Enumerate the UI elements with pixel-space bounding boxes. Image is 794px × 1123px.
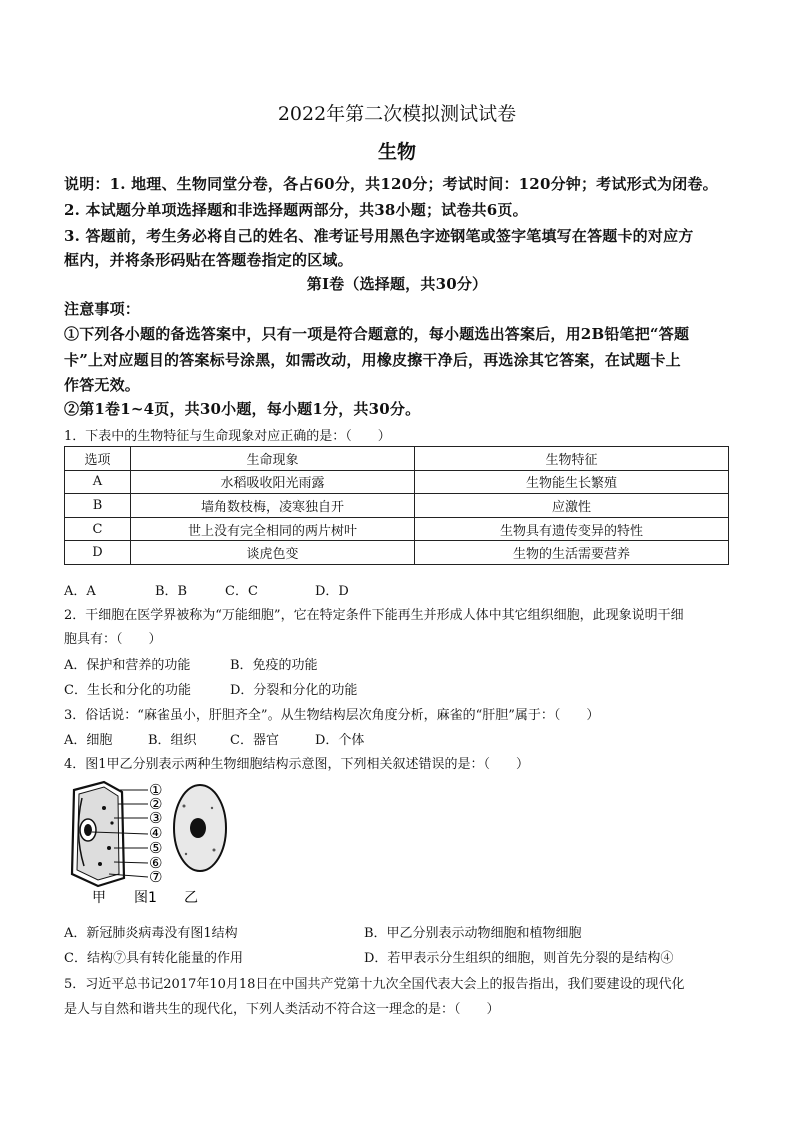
table-header-cell: 生命现象 <box>131 447 415 471</box>
table-cell: 应激性 <box>415 494 729 518</box>
table-cell: C <box>65 517 131 541</box>
q3-option-c: C．器官 <box>230 733 279 748</box>
marker-1: ① <box>149 781 163 799</box>
instruction-line-1: 说明：1. 地理、生物同堂分卷，各占60分，共120分；考试时间：120分钟；考试形式为闭卷。 <box>64 175 718 193</box>
q3-option-d: D．个体 <box>315 733 365 748</box>
notes-heading: 注意事项： <box>64 300 141 318</box>
cell-jia <box>72 782 124 886</box>
table-row <box>65 494 729 518</box>
table-row <box>65 517 729 541</box>
marker-6: ⑥ <box>149 854 163 872</box>
q1-option-a: A．A <box>64 584 96 599</box>
instruction-line-2: 2. 本试题分单项选择题和非选择题两部分，共38小题；试卷共6页。 <box>64 201 528 219</box>
table-cell: 生物具有遗传变异的特性 <box>415 517 729 541</box>
table-cell: 生物的生活需要营养 <box>415 541 729 565</box>
instruction-line-4: 框内，并将条形码贴在答题卷指定的区域。 <box>64 251 353 269</box>
q1-stem: 1．下表中的生物特征与生命现象对应正确的是：（ ） <box>64 429 391 444</box>
q2-option-a: A．保护和营养的功能 <box>64 658 191 673</box>
notes-line-3: 作答无效。 <box>64 376 141 394</box>
subject-title: 生物 <box>377 141 416 163</box>
marker-2: ② <box>149 795 163 813</box>
marker-7: ⑦ <box>149 868 163 886</box>
q2-stem-line-2: 胞具有：（ ） <box>64 632 162 647</box>
table-header-row <box>65 447 729 471</box>
q4-option-b: B．甲乙分别表示动物细胞和植物细胞 <box>364 926 582 941</box>
q1-option-c: C．C <box>225 584 258 599</box>
table-cell: 世上没有完全相同的两片树叶 <box>131 517 415 541</box>
table-row <box>65 470 729 494</box>
q1-option-d: D．D <box>315 584 349 599</box>
table-row <box>65 541 729 565</box>
cell-yi <box>174 785 226 871</box>
marker-5: ⑤ <box>149 839 163 857</box>
table-cell: 谈虎色变 <box>131 541 415 565</box>
notes-line-1: ①下列各小题的备选答案中，只有一项是符合题意的，每小题选出答案后，用2B铅笔把“答题 <box>64 325 690 343</box>
marker-3: ③ <box>149 809 163 827</box>
q1-option-b: B．B <box>155 584 188 599</box>
marker-4: ④ <box>149 824 163 842</box>
q3-option-a: A．细胞 <box>64 733 113 748</box>
table-header-cell: 选项 <box>65 447 131 471</box>
table-cell: D <box>65 541 131 565</box>
figure-label-yi: 乙 <box>184 890 198 906</box>
q5-stem-line-1: 5．习近平总书记2017年10月18日在中国共产党第十九次全国代表大会上的报告指出，我们要建设的现代化 <box>64 977 685 992</box>
table-cell: 水稻吸收阳光雨露 <box>131 470 415 494</box>
table-cell: 生物能生长繁殖 <box>415 470 729 494</box>
table-cell: A <box>65 470 131 494</box>
figure-label-jia: 甲 <box>92 890 106 906</box>
exam-title: 2022年第二次模拟测试试卷 <box>277 103 517 125</box>
q2-option-c: C．生长和分化的功能 <box>64 683 191 698</box>
q3-stem: 3．俗话说：“麻雀虽小，肝胆齐全”。从生物结构层次角度分析，麻雀的“肝胆”属于：（ ） <box>64 708 600 723</box>
instruction-line-3: 3. 答题前，考生务必将自己的姓名、准考证号用黑色字迹钢笔或签字笔填写在答题卡的对应方 <box>64 227 694 245</box>
q3-option-b: B．组织 <box>148 733 197 748</box>
figure-caption: 图1 <box>134 890 157 906</box>
q1-table <box>64 446 729 565</box>
q2-stem-line-1: 2．干细胞在医学界被称为“万能细胞”，它在特定条件下能再生并形成人体中其它组织细胞，此现象说明干细 <box>64 608 684 623</box>
notes-line-4: ②第1卷1~4页，共30小题，每小题1分，共30分。 <box>64 400 421 418</box>
q2-option-b: B．免疫的功能 <box>230 658 318 673</box>
cell-diagram-figure <box>64 778 244 908</box>
q4-option-a: A．新冠肺炎病毒没有图1结构 <box>64 926 238 941</box>
notes-line-2: 卡”上对应题目的答案标号涂黑，如需改动，用橡皮擦干净后，再选涂其它答案，在试题卡上 <box>64 351 681 369</box>
q4-option-d: D．若甲表示分生组织的细胞，则首先分裂的是结构④ <box>364 951 674 966</box>
table-cell: B <box>65 494 131 518</box>
q2-option-d: D．分裂和分化的功能 <box>230 683 358 698</box>
q4-option-c: C．结构⑦具有转化能量的作用 <box>64 951 243 966</box>
q5-stem-line-2: 是人与自然和谐共生的现代化，下列人类活动不符合这一理念的是：（ ） <box>64 1002 500 1017</box>
table-cell: 墙角数枝梅，凌寒独自开 <box>131 494 415 518</box>
section-title: 第Ⅰ卷（选择题，共30分） <box>306 275 488 293</box>
q4-stem: 4．图1甲乙分别表示两种生物细胞结构示意图，下列相关叙述错误的是：（ ） <box>64 757 530 772</box>
table-header-cell: 生物特征 <box>415 447 729 471</box>
